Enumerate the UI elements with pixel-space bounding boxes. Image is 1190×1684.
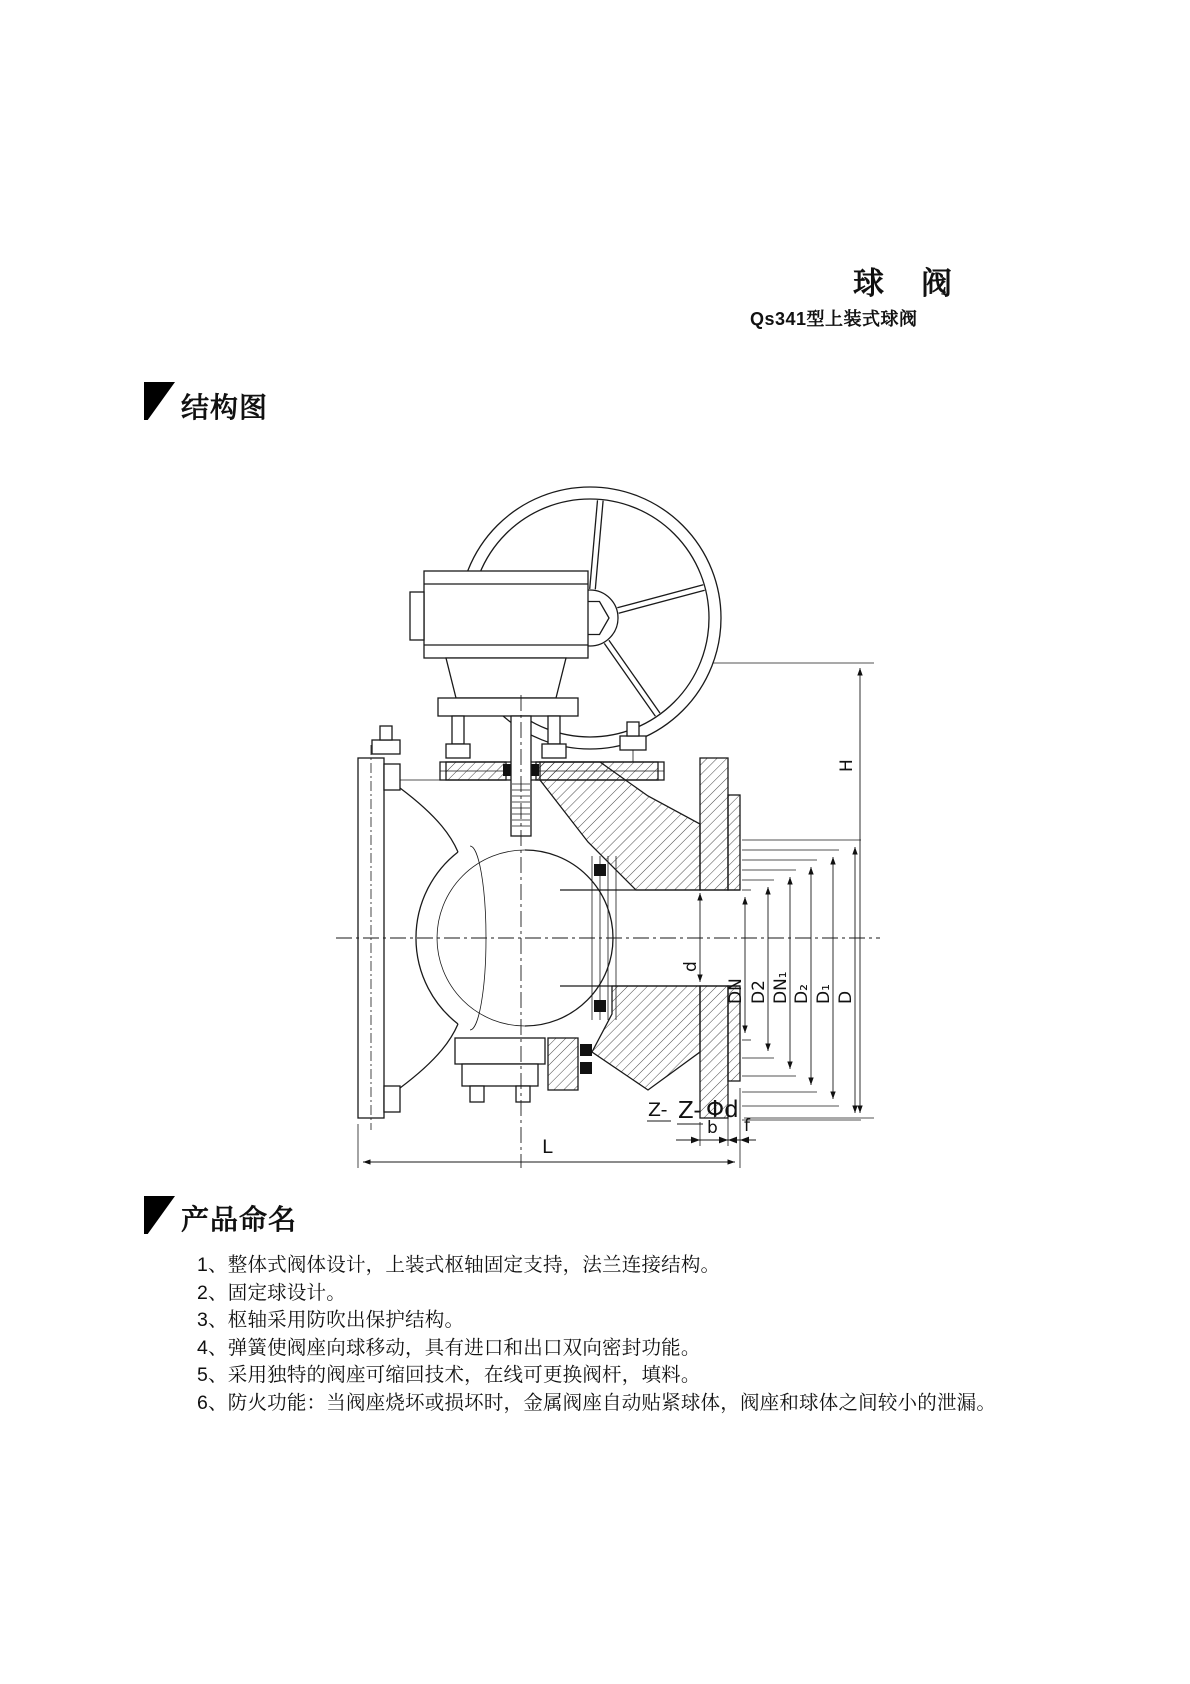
structure-section-heading: 结构图 xyxy=(181,393,269,424)
left-flange xyxy=(358,726,400,1130)
bolt-note-z2: Z- xyxy=(678,1098,702,1124)
feature-item: 5、采用独特的阀座可缩回技术，在线可更换阀杆，填料。 xyxy=(197,1364,701,1387)
dim-label-D2sub: D₂ xyxy=(792,984,812,1004)
page-subtitle: Qs341型上装式球阀 xyxy=(750,309,918,329)
dim-label-L: L xyxy=(542,1136,553,1158)
dim-diameters xyxy=(726,840,861,1120)
flange-bolt-nut xyxy=(372,740,400,754)
dim-d xyxy=(681,893,701,982)
feature-item: 1、整体式阀体设计，上装式枢轴固定支持，法兰连接结构。 xyxy=(197,1254,721,1276)
dim-label-D2: D2 xyxy=(749,980,769,1004)
flange-bolt-nut xyxy=(620,736,646,750)
bolt-note-z1: Z- xyxy=(648,1099,668,1121)
dim-label-b: b xyxy=(707,1118,718,1138)
page-title: 球 阀 xyxy=(853,266,955,301)
feature-list xyxy=(197,1252,996,1418)
dim-label-f: f xyxy=(744,1116,750,1136)
bottom-trunnion xyxy=(455,1038,592,1102)
dim-label-D1: D₁ xyxy=(814,984,834,1004)
bonnet xyxy=(400,762,664,780)
feature-item: 2、固定球设计。 xyxy=(197,1281,346,1304)
bolt-holes-note xyxy=(647,1097,739,1124)
dim-label-D: D xyxy=(836,990,856,1004)
feature-item: 6、防火功能：当阀座烧坏或损坏时，金属阀座自动贴紧球体，阀座和球体之间较小的泄漏。 xyxy=(197,1391,997,1414)
dim-label-DN1: DN₁ xyxy=(771,971,791,1004)
feature-item: 3、枢轴采用防吹出保护结构。 xyxy=(197,1309,465,1332)
dim-label-DN: DN xyxy=(726,978,746,1004)
dim-label-H: H xyxy=(837,759,857,772)
gear-actuator xyxy=(410,571,588,758)
bolt-note-phid: Φd xyxy=(706,1097,739,1123)
seat-seal xyxy=(594,864,606,876)
naming-section-heading: 产品命名 xyxy=(181,1205,298,1236)
feature-item: 4、弹簧使阀座向球移动，具有进口和出口双向密封功能。 xyxy=(197,1336,701,1359)
dim-label-d: d xyxy=(681,961,701,972)
